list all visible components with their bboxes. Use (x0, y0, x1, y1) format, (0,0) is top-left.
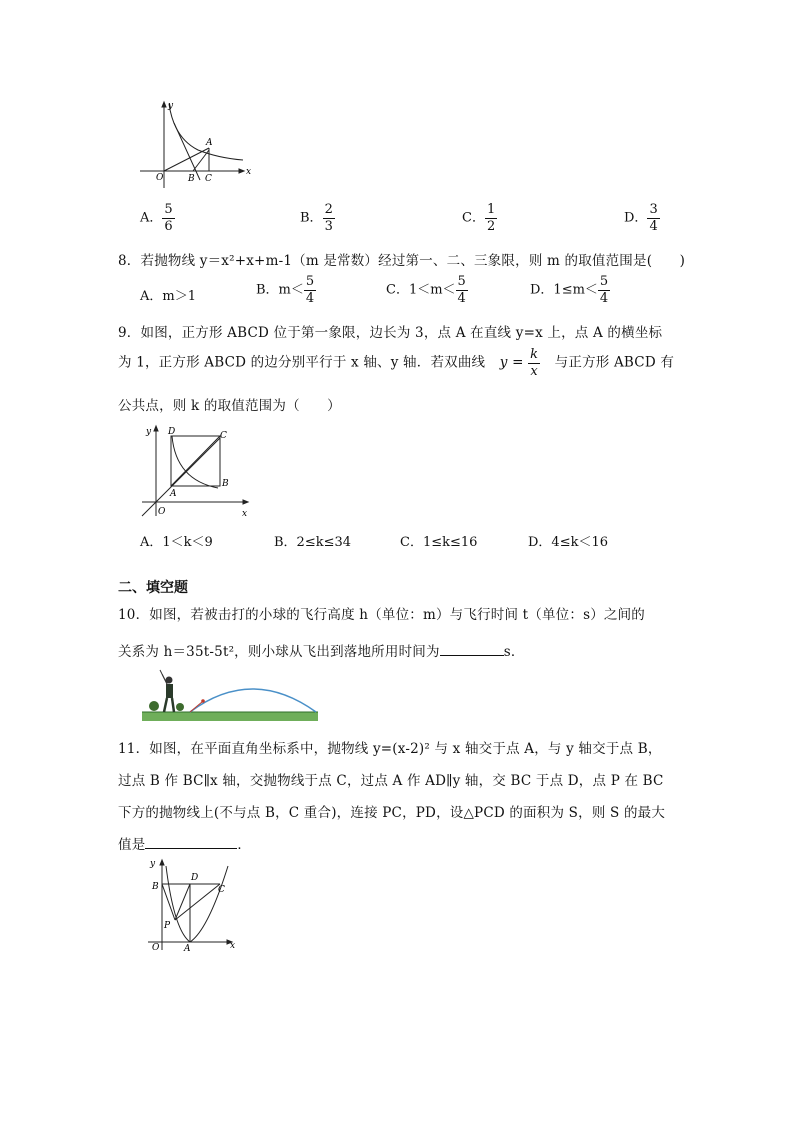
q9-option-c[interactable]: C．1≤k≤16 (400, 535, 478, 550)
q11-fig-d: D (191, 873, 199, 883)
q7-option-c[interactable]: C． $\frac{1}{2}$ (462, 202, 496, 234)
q9-figure (138, 422, 252, 518)
q9-fig-d: D (168, 427, 176, 437)
q7-fig-y: y (168, 101, 174, 111)
q10-answer-blank[interactable] (440, 643, 504, 656)
q9-fig-x: x (242, 509, 248, 518)
q9-question-line-3: 公共点，则 k 的取值范围为（ ） (118, 398, 341, 414)
q9-option-a[interactable]: A．1＜k＜9 (140, 535, 213, 550)
q9-formula: y = $\frac{k}{x}$ (499, 347, 539, 379)
q11-fig-x: x (230, 941, 236, 951)
q9-option-b[interactable]: B．2≤k≤34 (274, 535, 352, 550)
q11-fig-y: y (150, 859, 156, 869)
q11-answer-blank[interactable] (145, 836, 237, 849)
q11-fig-c: C (218, 885, 225, 895)
q7-fig-b: B (188, 174, 195, 184)
q9-option-d[interactable]: D．4≤k＜16 (528, 535, 609, 550)
q11-question-line-2: 过点 B 作 BC∥x 轴，交抛物线于点 C，过点 A 作 AD∥y 轴，交 BC 于点 D，点 P 在 BC (118, 773, 664, 789)
q8-option-a[interactable]: A．m＞1 (140, 289, 196, 304)
section-title: 二、填空题 (118, 580, 188, 596)
q7-figure (138, 98, 256, 190)
q10-question-line-2: 关系为 h＝35t-5t²，则小球从飞出到落地所用时间为 s． (118, 644, 525, 660)
q11-fig-p: P (164, 921, 171, 931)
q9-fig-c: C (220, 431, 227, 441)
q10-question-line-1: 10．如图，若被击打的小球的飞行高度 h（单位：m）与飞行时间 t（单位：s）之间的 (118, 607, 646, 623)
q7-fig-a: A (206, 138, 213, 148)
q11-question-line-4: 值是 ． (118, 837, 252, 853)
q7-option-a[interactable]: A． $\frac{5}{6}$ (140, 202, 173, 234)
q8-option-c[interactable]: C．1＜m＜ $\frac{5}{4}$ (386, 274, 466, 306)
q9-fig-y: y (146, 427, 152, 437)
q9-fig-a: A (170, 489, 177, 499)
q7-option-b[interactable]: B． $\frac{2}{3}$ (300, 202, 333, 234)
q8-question: 8．若抛物线 y＝x²+x+m-1（m 是常数）经过第一、二、三象限，则 m 的取值范围是( ) (118, 253, 686, 269)
q9-fig-o: O (158, 507, 166, 517)
q8-option-b[interactable]: B．m＜ $\frac{5}{4}$ (256, 274, 315, 306)
q7-fig-o: O (156, 173, 164, 183)
q8-option-d[interactable]: D．1≤m＜ $\frac{5}{4}$ (530, 274, 609, 306)
q9-question-line-1: 9．如图，正方形 ABCD 位于第一象限，边长为 3，点 A 在直线 y=x 上，点 A 的横坐标 (118, 325, 663, 341)
q11-question-line-3: 下方的抛物线上(不与点 B，C 重合)，连接 PC，PD，设△PCD 的面积为 S，则 S 的最大 (118, 805, 666, 821)
q10-figure (140, 668, 320, 724)
q7-option-d[interactable]: D． $\frac{3}{4}$ (624, 202, 658, 234)
q9-question-line-2: 为 1，正方形 ABCD 的边分别平行于 x 轴、y 轴．若双曲线 y = $\frac{k}{x}$ 与正方形 ABCD 有 (118, 347, 675, 379)
q11-fig-o: O (152, 943, 160, 952)
q9-fig-b: B (222, 479, 229, 489)
q11-fig-a: A (184, 944, 191, 952)
q7-fig-c: C (205, 174, 212, 184)
q11-figure (144, 856, 240, 952)
q7-fig-x: x (246, 167, 252, 177)
q11-question-line-1: 11．如图，在平面直角坐标系中，抛物线 y=(x-2)² 与 x 轴交于点 A，与 y 轴交于点 B， (118, 741, 662, 757)
q11-fig-b: B (152, 882, 159, 892)
